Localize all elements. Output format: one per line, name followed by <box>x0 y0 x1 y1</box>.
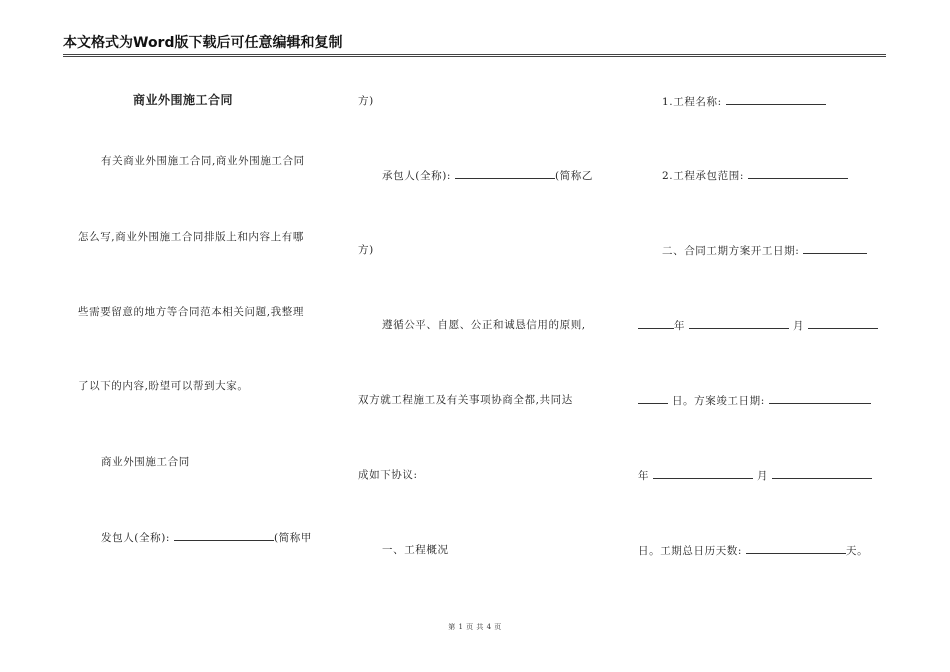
scope-label: 2.工程承包范围: <box>662 170 744 182</box>
col1-line-3: 些需要留意的地方等合同范本相关问题,我整理 <box>78 306 304 318</box>
employer-blank <box>174 530 274 541</box>
scope-blank <box>748 168 848 179</box>
col2-line-3: 方) <box>358 244 374 256</box>
col2-line-1: 方) <box>358 95 374 107</box>
page-footer: 第 1 页 共 4 页 <box>448 623 502 631</box>
col1-line-2: 怎么写,商业外围施工合同排版上和内容上有哪 <box>78 231 304 243</box>
col3-line-7 <box>638 543 868 558</box>
total-days-label: 日。工期总日历天数: <box>638 545 743 557</box>
employer-suffix: (简称甲 <box>273 532 312 544</box>
col1-line-1: 有关商业外围施工合同,商业外围施工合同 <box>101 155 305 167</box>
col2-line-7: 一、工程概况 <box>382 544 449 556</box>
end-date-blank <box>769 393 871 404</box>
col3-line-3 <box>662 243 867 258</box>
end-month-label: 月 <box>757 470 769 482</box>
contractor-suffix: (简称乙 <box>554 170 593 182</box>
start-day-blank <box>808 318 878 329</box>
start-date-label: 二、合同工期方案开工日期: <box>662 245 800 257</box>
total-days-blank <box>746 543 846 554</box>
col3-line-4 <box>638 318 878 333</box>
project-name-label: 1.工程名称: <box>662 96 722 108</box>
header-rule <box>63 54 886 57</box>
col1-line-5: 商业外围施工合同 <box>101 456 190 468</box>
col3-line-2 <box>662 168 848 183</box>
col2-line-2 <box>382 168 593 183</box>
end-year-label: 年 <box>638 470 650 482</box>
col2-line-6: 成如下协议: <box>358 469 418 481</box>
col3-line-5 <box>638 393 871 408</box>
col1-line-4: 了以下的内容,盼望可以帮到大家。 <box>78 380 249 392</box>
start-month-blank <box>689 318 789 329</box>
start-year-blank <box>638 318 674 329</box>
contractor-blank <box>455 168 555 179</box>
month-label: 月 <box>793 320 805 332</box>
employer-label: 发包人(全称): <box>101 532 171 544</box>
col2-line-4: 遵循公平、自愿、公正和诚恳信用的原则, <box>382 319 586 331</box>
year-label: 年 <box>674 320 686 332</box>
end-day-blank <box>772 468 872 479</box>
contractor-label: 承包人(全称): <box>382 170 452 182</box>
col1-line-6 <box>101 530 312 545</box>
col3-line-6 <box>638 468 872 483</box>
start-date-blank <box>803 243 867 254</box>
col2-line-5: 双方就工程施工及有关事项协商全都,共同达 <box>358 394 573 406</box>
days-suffix: 天。 <box>846 545 869 557</box>
document-header: 本文格式为Word版下载后可任意编辑和复制 <box>63 35 343 51</box>
start-day-tail-blank <box>638 393 668 404</box>
end-date-label: 日。方案竣工日期: <box>671 395 765 407</box>
end-month-blank <box>653 468 753 479</box>
project-name-blank <box>726 94 826 105</box>
col3-line-1 <box>662 94 826 109</box>
document-title: 商业外围施工合同 <box>133 93 234 107</box>
